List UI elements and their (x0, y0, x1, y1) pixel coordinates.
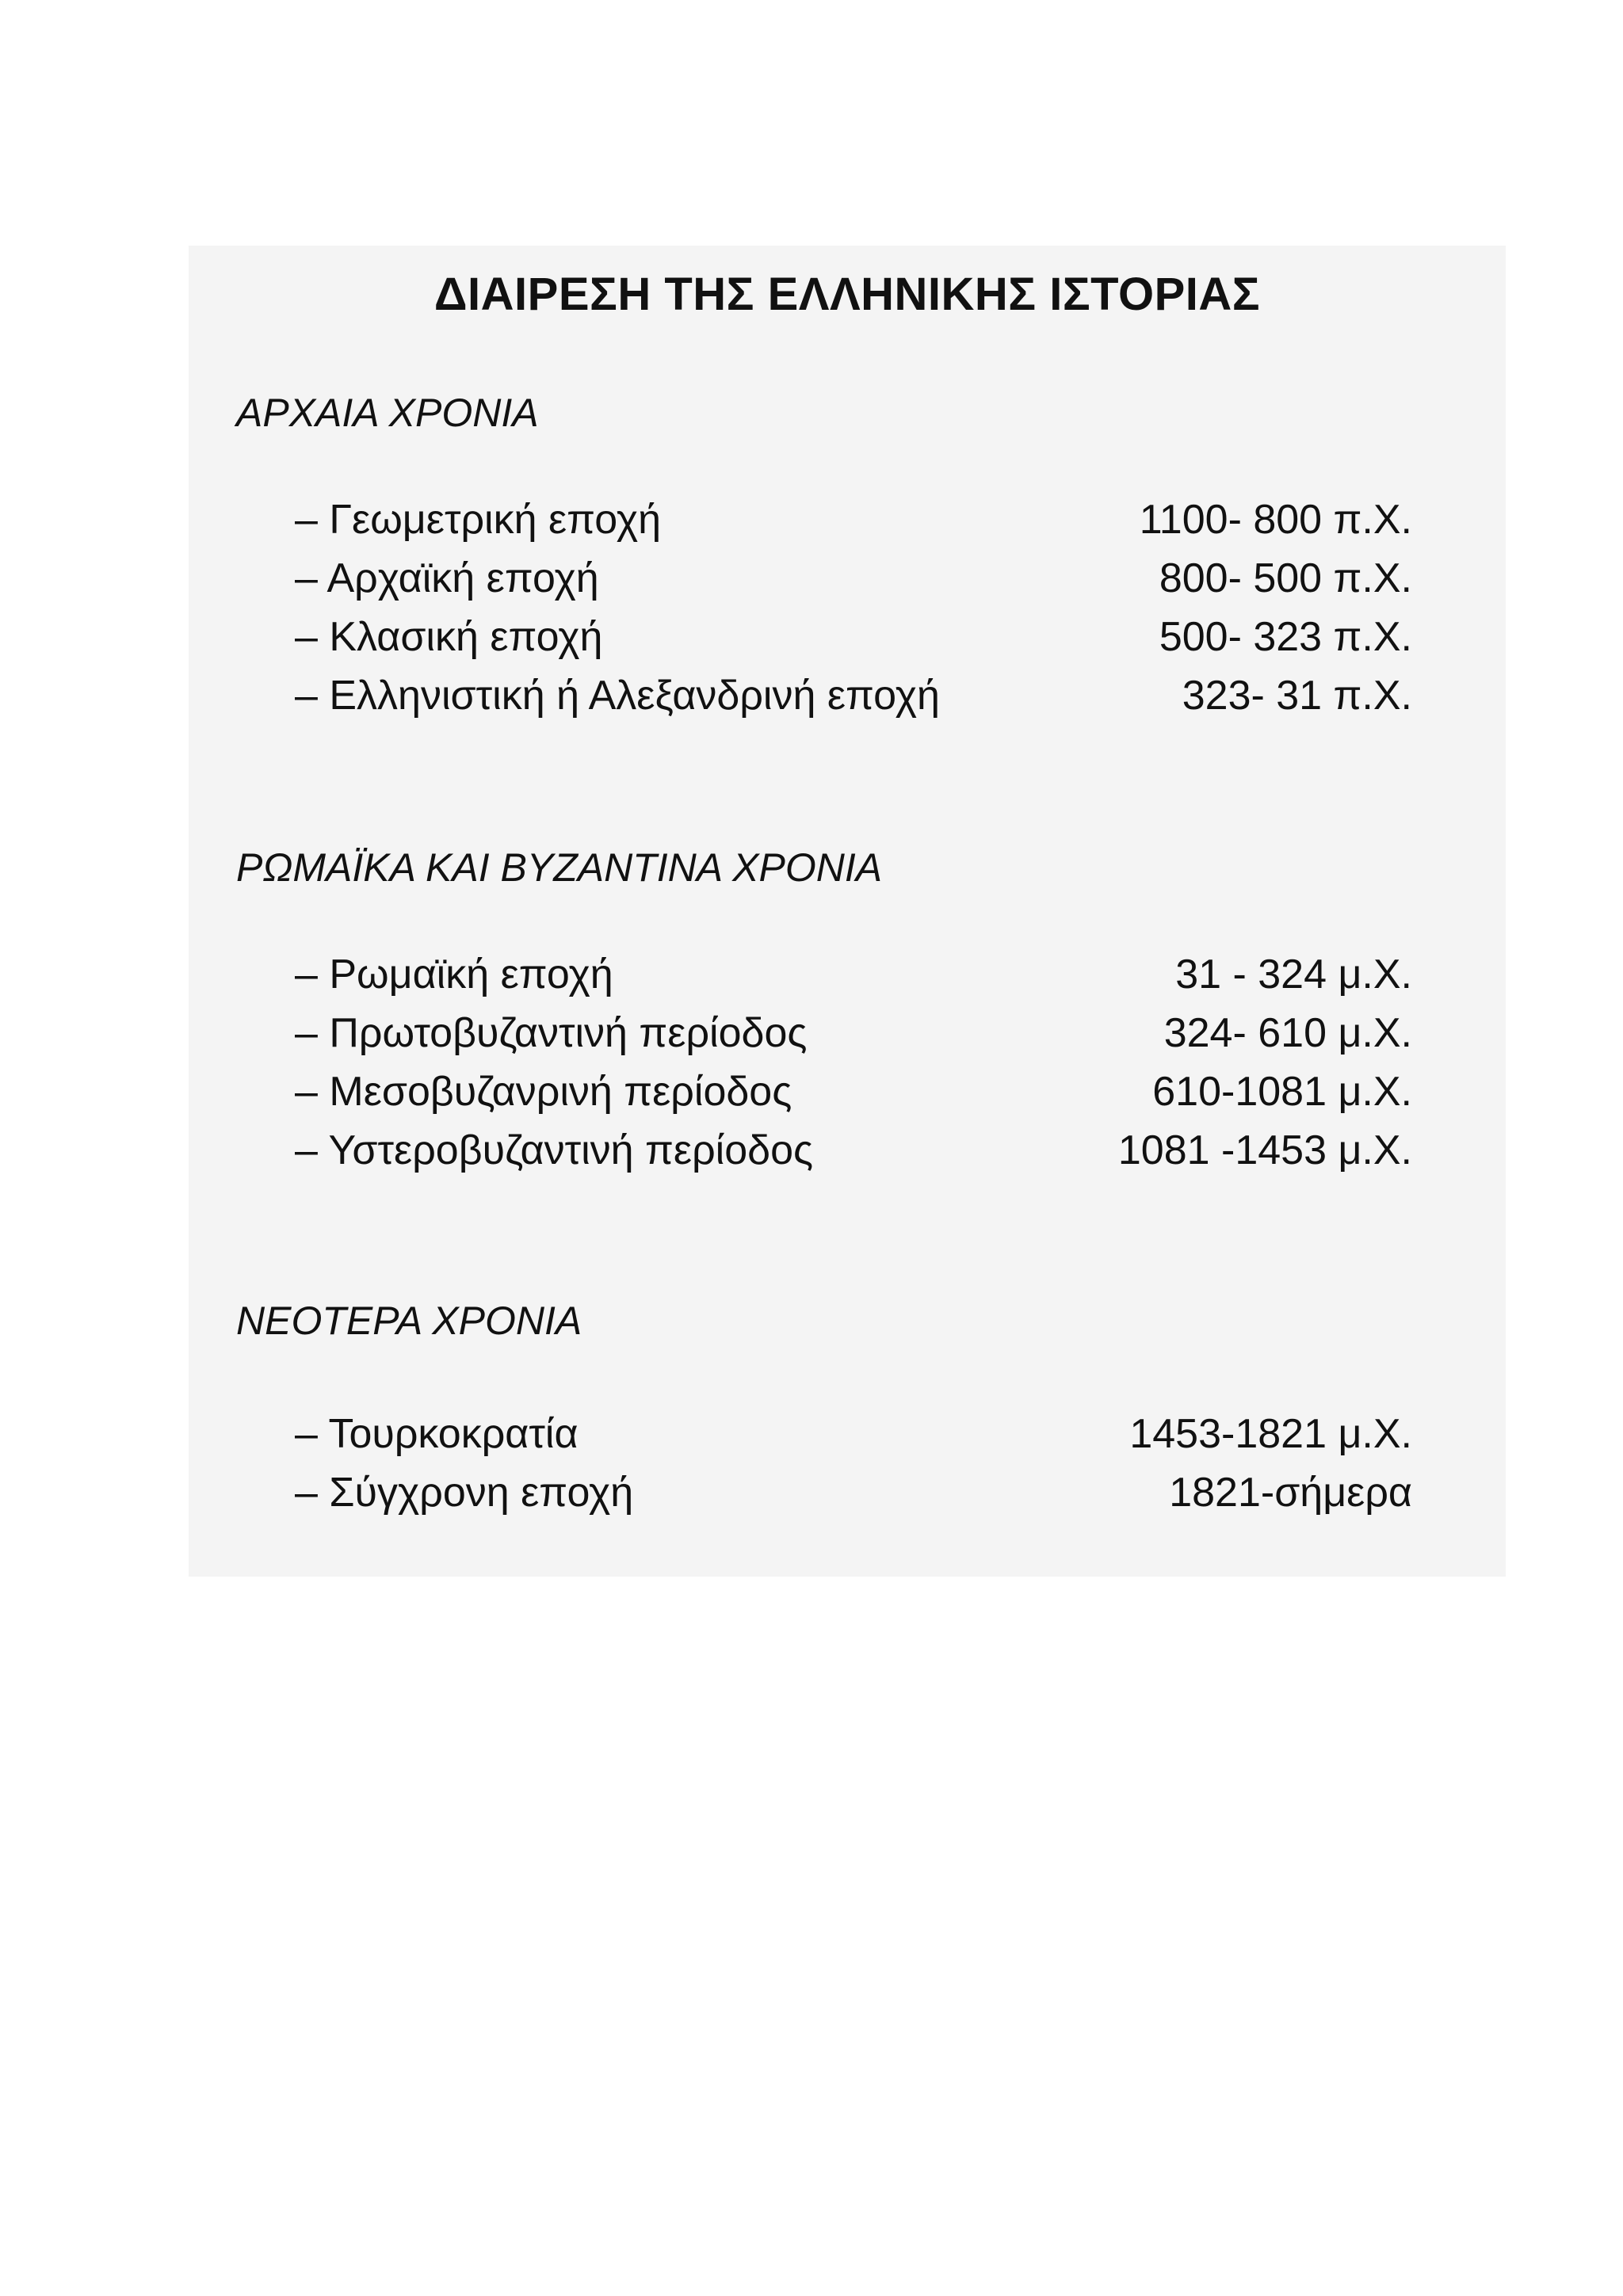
list-item (295, 1469, 1412, 1527)
period-range: 1081 -1453 μ.Χ. (1117, 1127, 1412, 1173)
list-item (295, 496, 1412, 555)
list-item (295, 1127, 1412, 1185)
entries-list-modern (295, 1410, 1412, 1527)
period-range: 1100- 800 π.Χ. (1139, 497, 1412, 543)
period-name: – Σύγχρονη εποχή (295, 1469, 633, 1516)
section-heading-roman-byzantine: ΡΩΜΑΪΚΑ ΚΑΙ ΒΥΖΑΝΤΙΝΑ ΧΡΟΝΙΑ (236, 845, 883, 890)
period-range: 800- 500 π.Χ. (1159, 555, 1412, 601)
entries-list-roman-byzantine (295, 951, 1412, 1185)
entries-list-ancient (295, 496, 1412, 730)
section-heading-modern: ΝΕΟΤΕΡΑ ΧΡΟΝΙΑ (236, 1299, 582, 1343)
list-item (295, 1410, 1412, 1469)
period-name: – Τουρκοκρατία (295, 1410, 579, 1458)
period-name: – Γεωμετρική εποχή (295, 496, 661, 543)
period-name: – Ελληνιστική ή Αλεξανδρινή εποχή (295, 672, 940, 719)
list-item (295, 951, 1412, 1009)
section-heading-ancient: ΑΡΧΑΙΑ ΧΡΟΝΙΑ (236, 391, 539, 435)
period-range: 31 - 324 μ.Χ. (1175, 952, 1412, 997)
period-name: – Μεσοβυζανρινή περίοδος (295, 1068, 792, 1116)
list-item (295, 1009, 1412, 1068)
period-name: – Πρωτοβυζαντινή περίοδος (295, 1009, 807, 1057)
period-name: – Κλασική εποχή (295, 613, 602, 661)
list-item (295, 613, 1412, 672)
document-title: ΔΙΑΙΡΕΣΗ ΤΗΣ ΕΛΛΗΝΙΚΗΣ ΙΣΤΟΡΙΑΣ (433, 269, 1261, 320)
period-range: 1821-σήμερα (1169, 1470, 1412, 1516)
period-range: 500- 323 π.Χ. (1159, 614, 1412, 660)
list-item (295, 672, 1412, 730)
period-name: – Ρωμαϊκή εποχή (295, 951, 613, 998)
list-item (295, 555, 1412, 613)
period-range: 323- 31 π.Χ. (1182, 673, 1412, 719)
period-name: – Αρχαϊκή εποχή (295, 555, 599, 602)
period-name: – Υστεροβυζαντινή περίοδος (295, 1127, 813, 1174)
period-range: 610-1081 μ.Χ. (1152, 1069, 1412, 1115)
period-range: 324- 610 μ.Χ. (1163, 1010, 1412, 1056)
period-range: 1453-1821 μ.Χ. (1129, 1411, 1412, 1457)
list-item (295, 1068, 1412, 1127)
scanned-page-panel (189, 246, 1506, 1577)
